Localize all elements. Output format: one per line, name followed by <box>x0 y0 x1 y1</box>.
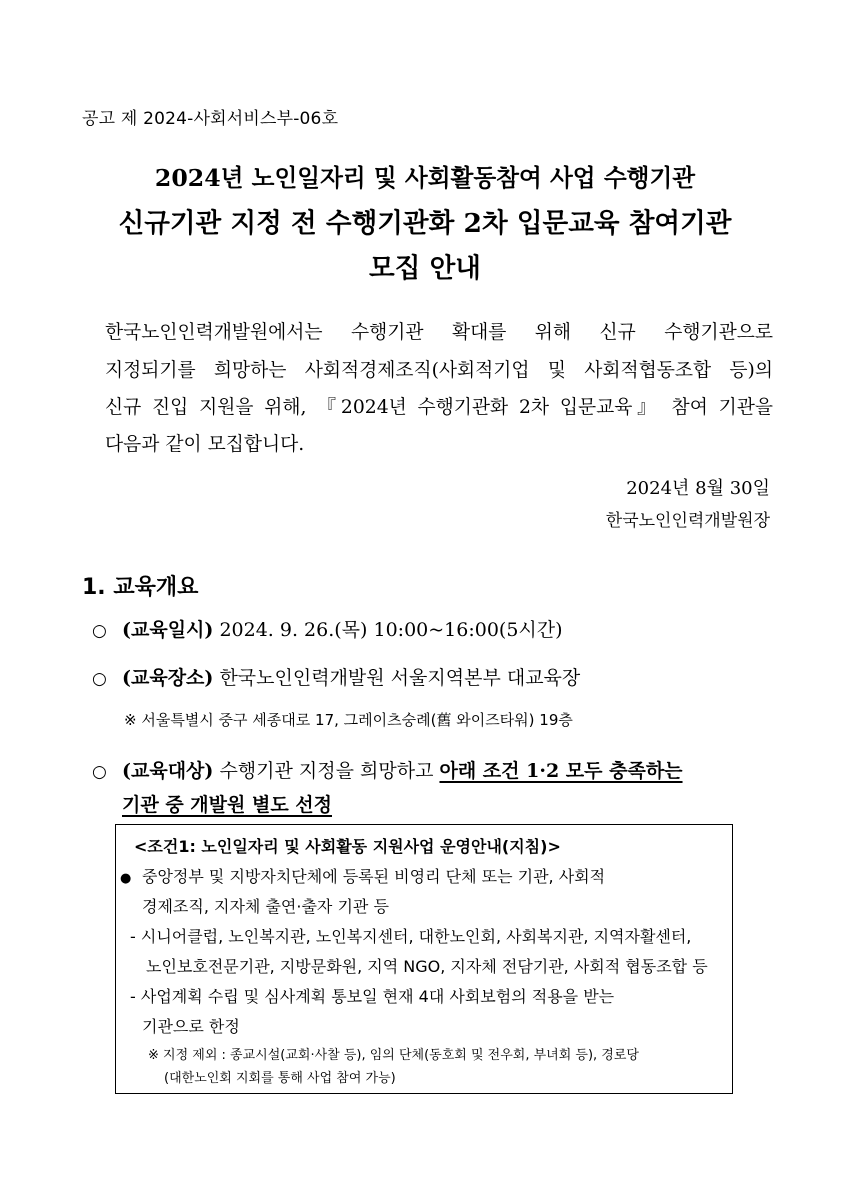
condition-title: <조건1: 노인일자리 및 사회활동 지원사업 운영안내(지침)> <box>134 837 561 856</box>
intro-line-4: 다음과 같이 모집합니다. <box>105 434 305 455</box>
underlined-condition: 아래 조건 1·2 모두 충족하는 <box>439 760 683 782</box>
bullet-dot: ● <box>120 871 132 886</box>
title-line-1: 2024년 노인일자리 및 사회활동참여 사업 수행기관 <box>154 164 696 192</box>
exclusion-note-cont: (대한노인회 지회를 통해 사업 참여 가능) <box>164 1071 396 1086</box>
signature: 한국노인인력개발원장 <box>605 511 770 531</box>
condition-item-1-cont: 경제조직, 지자체 출연·출자 기관 등 <box>142 897 389 916</box>
bullet-mark: ○ <box>92 621 107 641</box>
condition-dash-1: - 시니어클럽, 노인복지관, 노인복지센터, 대한노인회, 사회복지관, 지역자활센터, <box>130 927 692 946</box>
condition-dash-2: - 사업계획 수립 및 심사계획 통보일 현재 4대 사회보험의 적용을 받는 <box>130 987 615 1006</box>
condition-item-1-text: 중앙정부 및 지방자치단체에 등록된 비영리 단체 또는 기관, 사회적 <box>142 867 606 886</box>
overview-item-location <box>92 663 580 690</box>
item-text: 한국노인인력개발원 서울지역본부 대교육장 <box>219 667 581 689</box>
bullet-mark: ○ <box>92 669 107 689</box>
item-label: (교육장소) <box>122 667 214 689</box>
overview-item-target <box>92 756 683 783</box>
item-text: 수행기관 지정을 희망하고 <box>219 760 440 782</box>
intro-line-1: 한국노인인력개발원에서는 수행기관 확대를 위해 신규 수행기관으로 <box>105 322 773 343</box>
notice-number: 공고 제 2024-사회서비스부-06호 <box>82 109 339 129</box>
condition-item-1 <box>120 864 605 887</box>
item-label: (교육대상) <box>122 760 214 782</box>
item-text: 2024. 9. 26.(목) 10:00~16:00(5시간) <box>219 619 563 641</box>
intro-line-3: 신규 진입 지원을 위해, 『2024년 수행기관화 2차 입문교육』 참여 기관을 <box>105 397 773 418</box>
condition-dash-1-cont: 노인보호전문기관, 지방문화원, 지역 NGO, 지자체 전담기관, 사회적 협동조합 등 <box>146 957 708 976</box>
target-continuation: 기관 중 개발원 별도 선정 <box>122 794 332 816</box>
section-title: 1. 교육개요 <box>82 575 199 600</box>
condition-dash-2-cont: 기관으로 한정 <box>142 1017 240 1036</box>
overview-item-date <box>92 615 563 642</box>
announcement-date: 2024년 8월 30일 <box>626 478 770 499</box>
intro-line-2: 지정되기를 희망하는 사회적경제조직(사회적기업 및 사회적협동조합 등)의 <box>105 360 773 381</box>
title-line-2: 신규기관 지정 전 수행기관화 2차 입문교육 참여기관 <box>118 208 732 239</box>
location-note: ※ 서울특별시 중구 세종대로 17, 그레이츠숭례(舊 와이즈타워) 19층 <box>124 711 573 729</box>
title-line-3: 모집 안내 <box>369 253 481 284</box>
exclusion-note: ※ 지정 제외 : 종교시설(교회·사찰 등), 임의 단체(동호회 및 전우회, 부녀회 등), 경로당 <box>148 1048 639 1063</box>
item-label: (교육일시) <box>122 619 214 641</box>
condition-box <box>115 824 733 1094</box>
bullet-mark: ○ <box>92 762 107 782</box>
